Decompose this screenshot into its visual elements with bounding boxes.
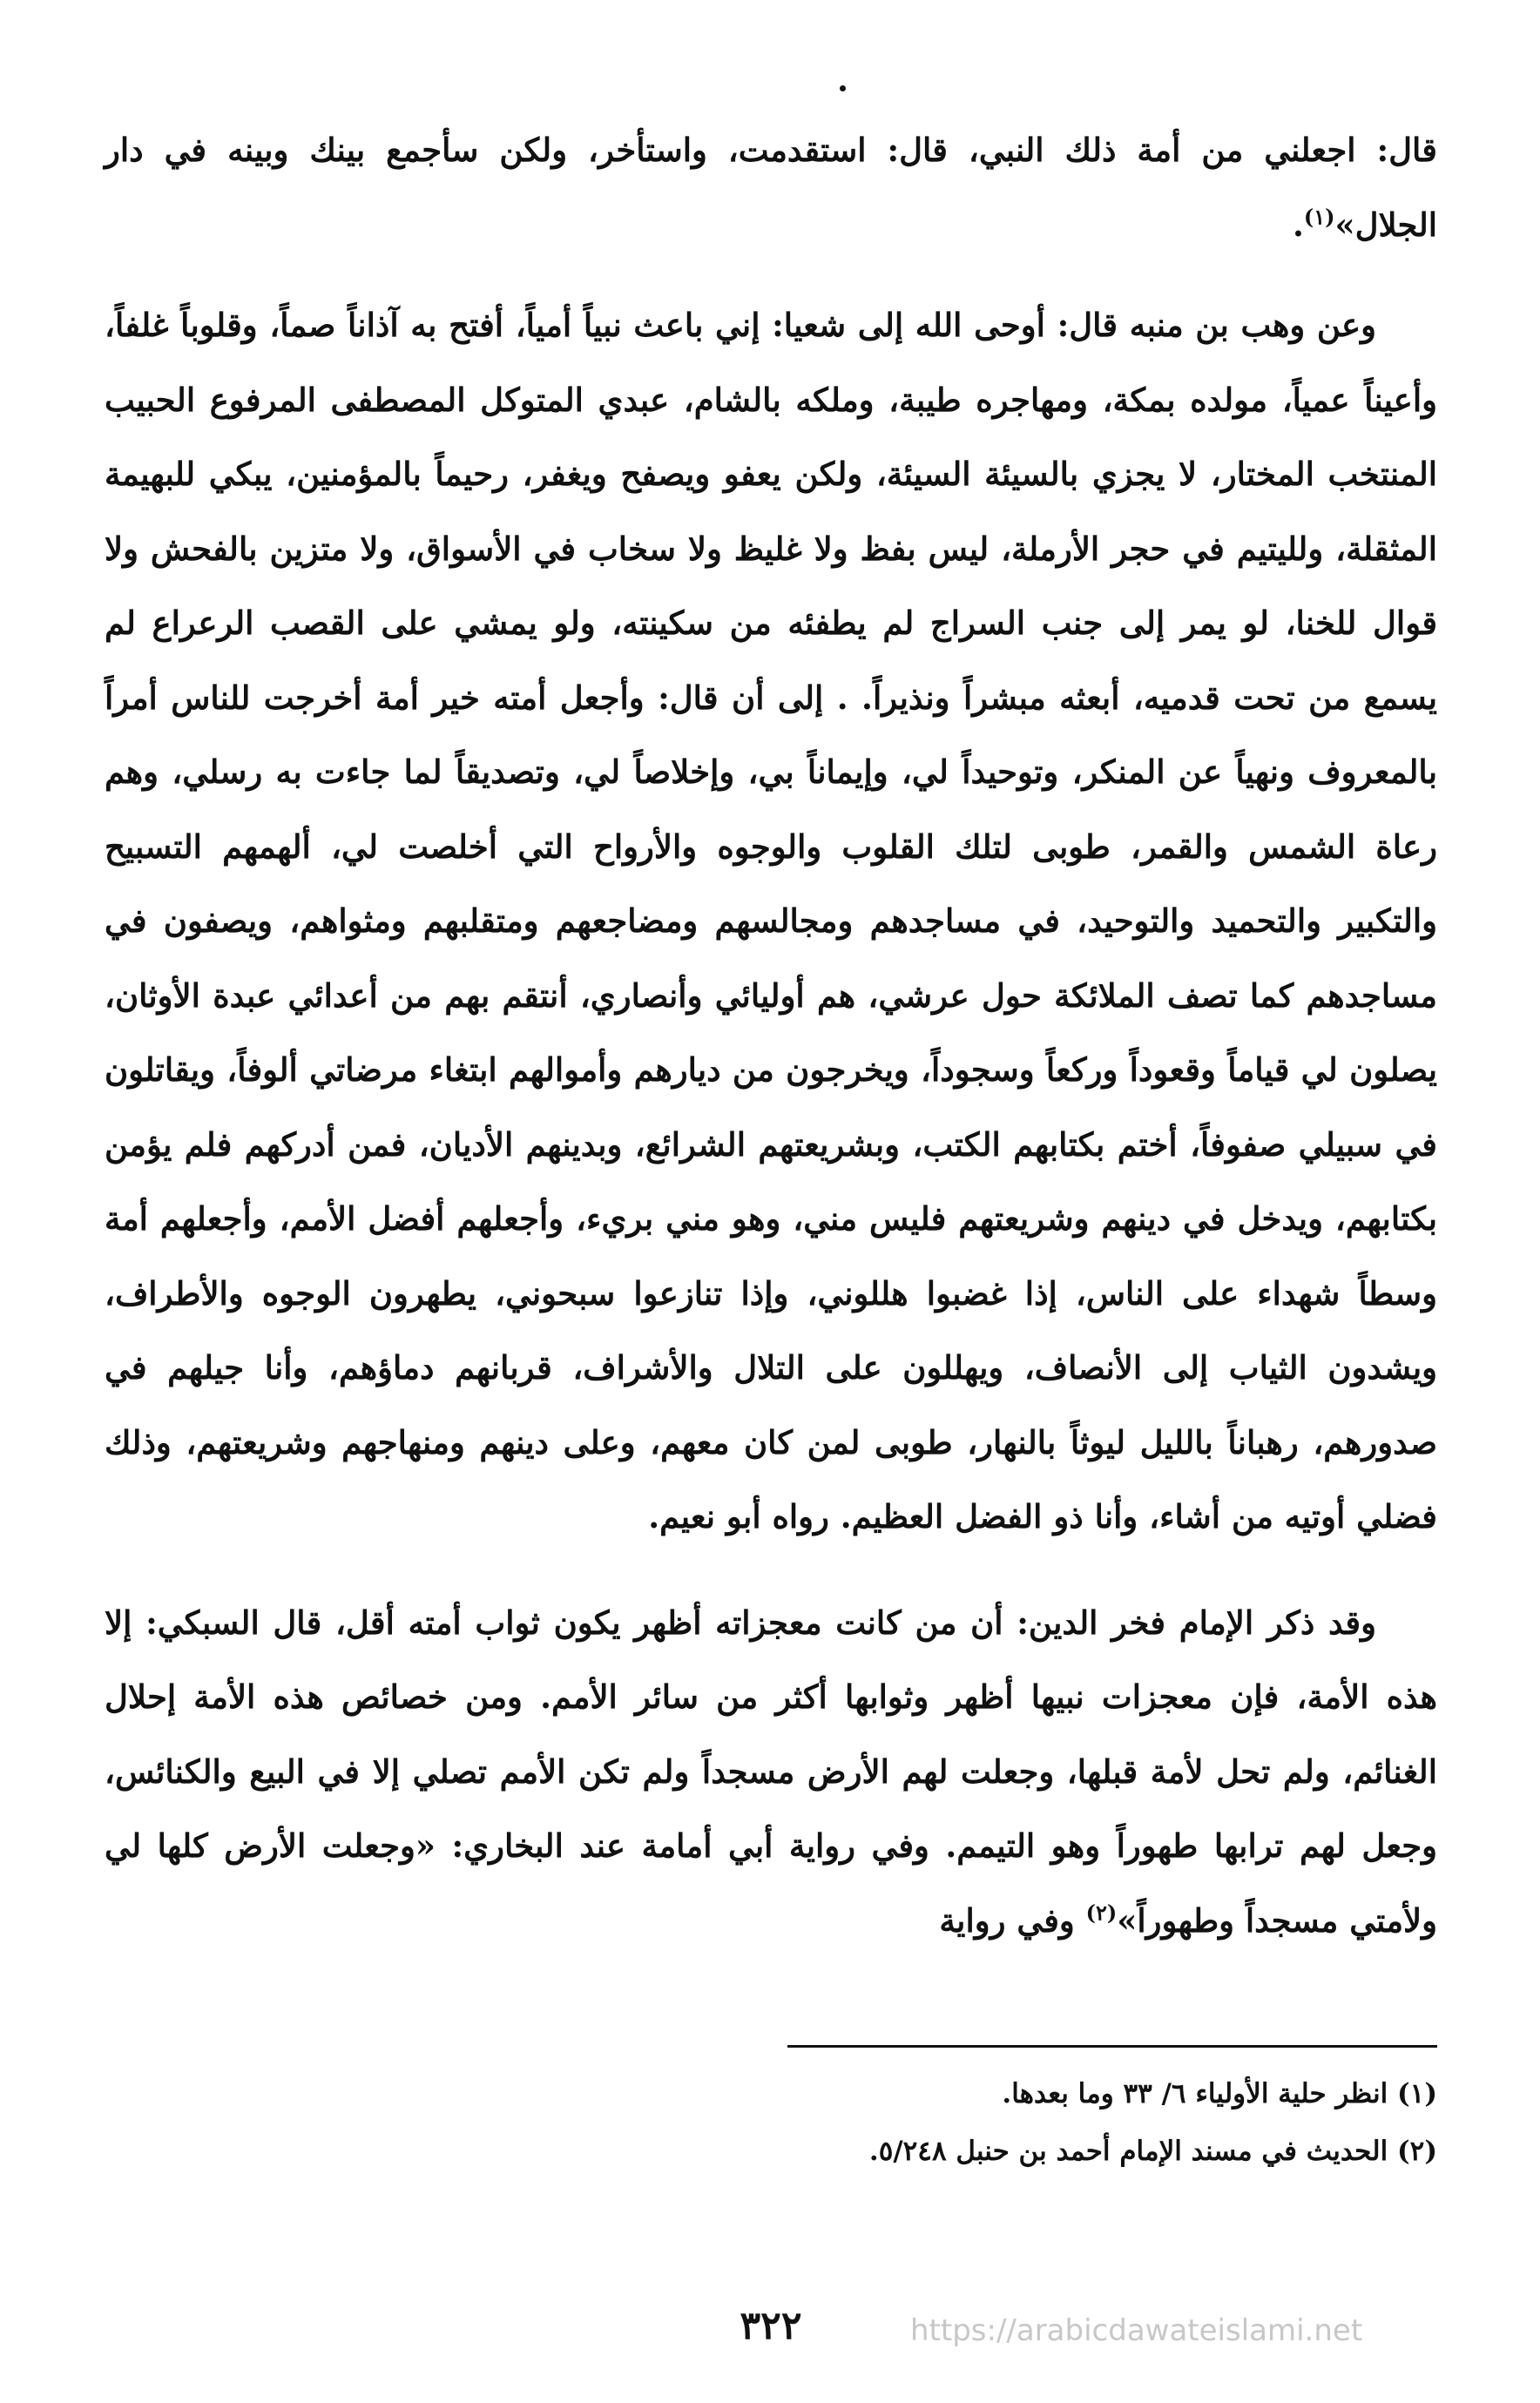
footnotes bbox=[105, 2045, 1437, 2180]
diacritic-dot bbox=[840, 85, 846, 91]
paragraph-1-end: . bbox=[1292, 205, 1304, 244]
page-number: ٣٢٢ bbox=[740, 2304, 802, 2348]
paragraph-1 bbox=[105, 113, 1437, 262]
footnote-divider bbox=[787, 2045, 1437, 2048]
footnote-ref-2[interactable]: (٢) bbox=[1085, 1900, 1118, 1926]
paragraph-2 bbox=[105, 288, 1437, 1555]
footnote-1: (١) انظر حلية الأولياء ٦/ ٣٣ وما بعدها. bbox=[1002, 2078, 1437, 2109]
page-body bbox=[105, 113, 1437, 1958]
footnote-2: (٢) الحديث في مسند الإمام أحمد بن حنبل ٥/٢٤٨. bbox=[868, 2136, 1437, 2167]
footnote-ref-1[interactable]: (١) bbox=[1303, 204, 1335, 230]
paragraph-3-text: وقد ذكر الإمام فخر الدين: أن من كانت معجزاته أظهر يكون ثواب أمته أقل، قال السبكي: إلا هذه الأمة، فإن معجزات نبيها أظهر وثوابها أكثر من سائر الأمم. ومن خصائص هذه الأمة إحلال الغنائم، ولم تحل لأمة قبلها، وجعلت لهم الأرض مسجداً ولم تكن الأمم تصلي إلا في البيع والكنائس، وجعل لهم ترابها طهوراً وهو التيمم. وفي رواية أبي أمامة عند البخاري: «وجعلت الأرض كلها لي ولأمتي مسجداً وطهوراً» bbox=[105, 1603, 1437, 1940]
watermark-url: https://arabicdawateislami.net bbox=[910, 2313, 1363, 2348]
paragraph-3-end: وفي رواية bbox=[939, 1900, 1086, 1940]
paragraph-2-text: وعن وهب بن منبه قال: أوحى الله إلى شعيا: إني باعث نبياً أمياً، أفتح به آذاناً صماً، وقلوباً غلفاً، وأعيناً عمياً، مولده بمكة، ومهاجره طيبة، وملكه بالشام، عبدي المتوكل المصطفى المرفوع الحبيب المنتخب المختار، لا يجزي بالسيئة السيئة، ولكن يعفو ويصفح ويغفر، رحيماً بالمؤمنين، يبكي للبهيمة المثقلة، ولليتيم في حجر الأرملة، ليس بفظ ولا غليظ ولا سخاب في الأسواق، ولا متزين بالفحش ولا قوال للخنا، لو يمر إلى جنب السراج لم يطفئه من سكينته، ولو يمشي على القصب الرعراع لم يسمع من تحت قدميه، أبعثه مبشراً ونذيراً. . إلى أن قال: وأجعل أمته خير أمة أخرجت للناس أمراً بالمعروف ونهياً عن المنكر، وتوحيداً لي، وإيماناً بي، وإخلاصاً لي، وتصديقاً لما جاءت به رسلي، وهم رعاة الشمس والقمر، طوبى لتلك القلوب والوجوه والأرواح التي أخلصت لي، ألهمهم التسبيح والتكبير والتحميد والتوحيد، في مساجدهم ومجالسهم ومضاجعهم ومتقلبهم ومثواهم، ويصفون في مساجدهم كما تصف الملائكة حول عرشي، هم أوليائي وأنصاري، أنتقم بهم من أعدائي عبدة الأوثان، يصلون لي قياماً وقعوداً وركعاً وسجوداً، ويخرجون من ديارهم وأموالهم ابتغاء مرضاتي ألوفاً، ويقاتلون في سبيلي صفوفاً، أختم بكتابهم الكتب، وبشريعتهم الشرائع، وبدينهم الأديان، فمن أدركهم فلم يؤمن بكتابهم، ويدخل في دينهم وشريعتهم فليس مني، وهو مني بريء، وأجعلهم أفضل الأمم، وأجعلهم أمة وسطاً شهداء على الناس، إذا غضبوا هللوني، وإذا تنازعوا سبحوني، يطهرون الوجوه والأطراف، ويشدون الثياب إلى الأنصاف، ويهللون على التلال والأشراف، قربانهم دماؤهم، وأنا جيلهم في صدورهم، رهباناً بالليل ليوثاً بالنهار، طوبى لمن كان معهم، وعلى دينهم ومنهاجهم وشريعتهم، وذلك فضلي أوتيه من أشاء، وأنا ذو الفضل العظيم. رواه أبو نعيم. bbox=[105, 306, 1437, 1536]
paragraph-1-text: قال: اجعلني من أمة ذلك النبي، قال: استقدمت، واستأخر، ولكن سأجمع بينك وبينه في دار الجلال» bbox=[105, 131, 1437, 244]
paragraph-3 bbox=[105, 1586, 1437, 1959]
